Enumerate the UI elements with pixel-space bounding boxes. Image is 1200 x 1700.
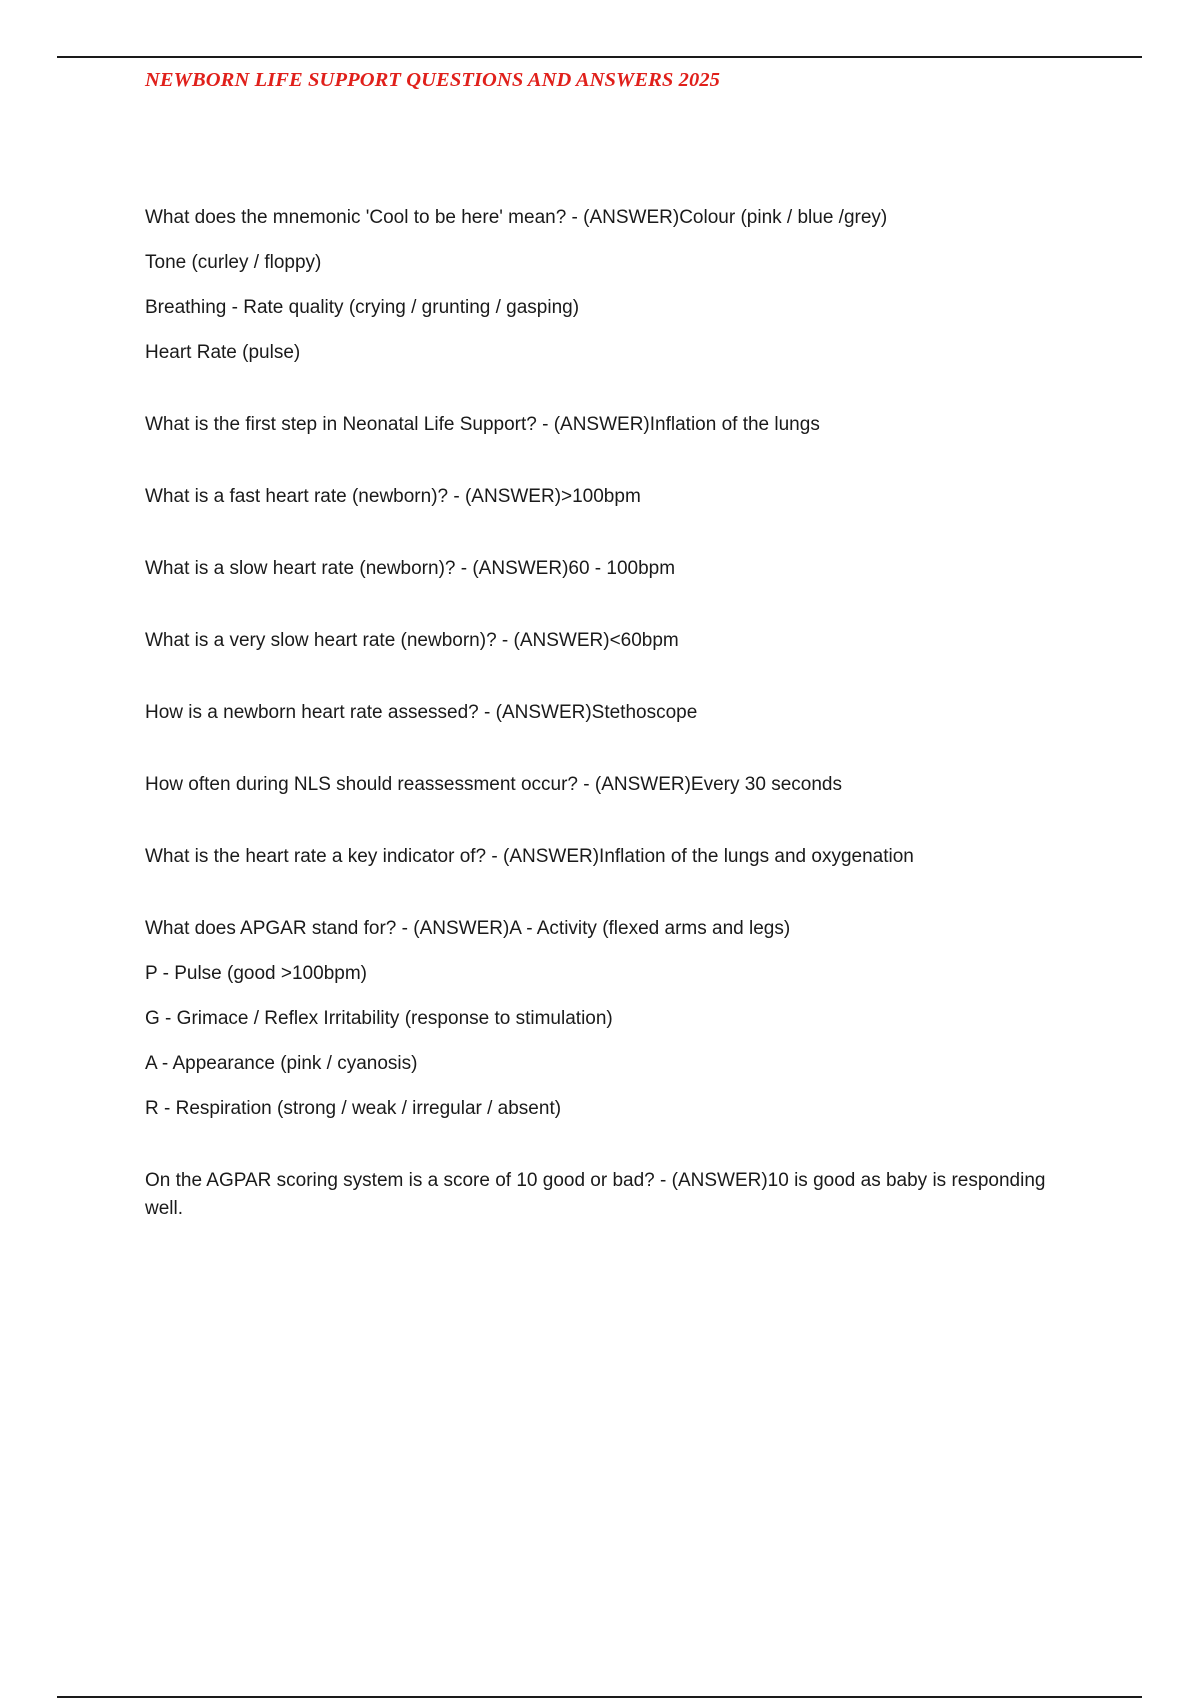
qa-line: R - Respiration (strong / weak / irregular / absent): [145, 1098, 562, 1119]
qa-line: What does APGAR stand for? - (ANSWER)A - Activity (flexed arms and legs): [145, 918, 791, 939]
qa-line: On the AGPAR scoring system is a score of 10 good or bad? - (ANSWER)10 is good as baby is responding well.: [145, 1170, 1046, 1219]
qa-item: [145, 915, 1085, 1123]
qa-item: [145, 627, 1085, 655]
qa-item: [145, 843, 1085, 871]
qa-list: [145, 204, 1085, 1267]
footer-rule: [57, 1696, 1142, 1698]
qa-item: [145, 771, 1085, 799]
qa-line: What is the heart rate a key indicator of? - (ANSWER)Inflation of the lungs and oxygenation: [145, 846, 914, 867]
qa-line: G - Grimace / Reflex Irritability (response to stimulation): [145, 1008, 613, 1029]
qa-item: [145, 483, 1085, 511]
qa-line: What does the mnemonic 'Cool to be here' mean? - (ANSWER)Colour (pink / blue /grey): [145, 207, 888, 228]
qa-item: [145, 204, 1085, 367]
qa-item: [145, 1167, 1085, 1223]
qa-line: How often during NLS should reassessment occur? - (ANSWER)Every 30 seconds: [145, 774, 842, 795]
qa-line: How is a newborn heart rate assessed? - (ANSWER)Stethoscope: [145, 702, 698, 723]
document-title: NEWBORN LIFE SUPPORT QUESTIONS AND ANSWERS 2025: [145, 69, 721, 91]
qa-item: [145, 699, 1085, 727]
qa-line: Tone (curley / floppy): [145, 252, 322, 273]
header-rule: [57, 56, 1142, 58]
qa-line: What is a slow heart rate (newborn)? - (ANSWER)60 - 100bpm: [145, 558, 676, 579]
qa-line: What is a very slow heart rate (newborn)? - (ANSWER)<60bpm: [145, 630, 679, 651]
qa-item: [145, 555, 1085, 583]
qa-item: [145, 411, 1085, 439]
qa-line: What is the first step in Neonatal Life Support? - (ANSWER)Inflation of the lungs: [145, 414, 820, 435]
qa-line: What is a fast heart rate (newborn)? - (ANSWER)>100bpm: [145, 486, 641, 507]
qa-line: P - Pulse (good >100bpm): [145, 963, 367, 984]
qa-line: Breathing - Rate quality (crying / grunting / gasping): [145, 297, 580, 318]
qa-line: A - Appearance (pink / cyanosis): [145, 1053, 418, 1074]
qa-line: Heart Rate (pulse): [145, 342, 301, 363]
